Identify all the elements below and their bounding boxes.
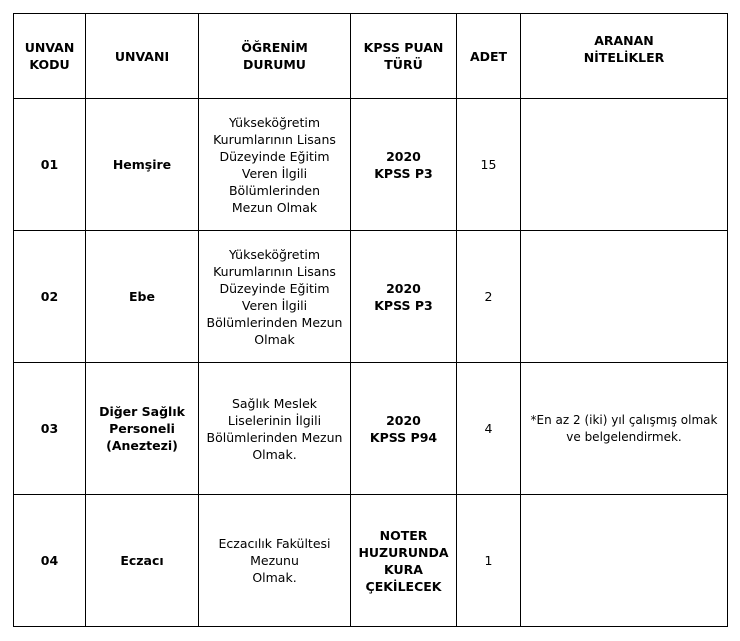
row-requirements: *En az 2 (iki) yıl çalışmış olmak ve belgelendirmek. — [521, 363, 728, 495]
header-education: ÖĞRENİM DURUMU — [199, 14, 351, 99]
header-requirements: ARANAN NİTELİKLER — [521, 14, 728, 99]
table-body — [14, 99, 728, 627]
row-count: 2 — [457, 231, 521, 363]
row-title: Diğer Sağlık Personeli (Aneztezi) — [86, 363, 199, 495]
row-code: 01 — [14, 99, 86, 231]
header-title: UNVANI — [86, 14, 199, 99]
table-header — [14, 14, 728, 99]
row-kpss: 2020 KPSS P3 — [351, 99, 457, 231]
header-code: UNVAN KODU — [14, 14, 86, 99]
row-code: 02 — [14, 231, 86, 363]
header-kpss: KPSS PUAN TÜRÜ — [351, 14, 457, 99]
row-requirements — [521, 231, 728, 363]
row-count: 1 — [457, 495, 521, 627]
row-count: 15 — [457, 99, 521, 231]
row-kpss: 2020 KPSS P3 — [351, 231, 457, 363]
row-count: 4 — [457, 363, 521, 495]
row-code: 04 — [14, 495, 86, 627]
row-kpss: NOTER HUZURUNDA KURA ÇEKİLECEK — [351, 495, 457, 627]
row-kpss: 2020 KPSS P94 — [351, 363, 457, 495]
row-code: 03 — [14, 363, 86, 495]
header-row — [14, 14, 728, 99]
table-row — [14, 99, 728, 231]
table-row — [14, 363, 728, 495]
row-education: Yükseköğretim Kurumlarının Lisans Düzeyinde Eğitim Veren İlgili Bölümlerinden Mezun Olmak — [199, 99, 351, 231]
row-requirements — [521, 99, 728, 231]
table-row — [14, 495, 728, 627]
positions-table — [13, 13, 728, 627]
row-education: Eczacılık Fakültesi Mezunu Olmak. — [199, 495, 351, 627]
row-requirements — [521, 495, 728, 627]
header-count: ADET — [457, 14, 521, 99]
row-title: Eczacı — [86, 495, 199, 627]
row-title: Ebe — [86, 231, 199, 363]
table-row — [14, 231, 728, 363]
row-education: Sağlık Meslek Liselerinin İlgili Bölümlerinden Mezun Olmak. — [199, 363, 351, 495]
row-title: Hemşire — [86, 99, 199, 231]
row-education: Yükseköğretim Kurumlarının Lisans Düzeyinde Eğitim Veren İlgili Bölümlerinden Mezun Olmak — [199, 231, 351, 363]
